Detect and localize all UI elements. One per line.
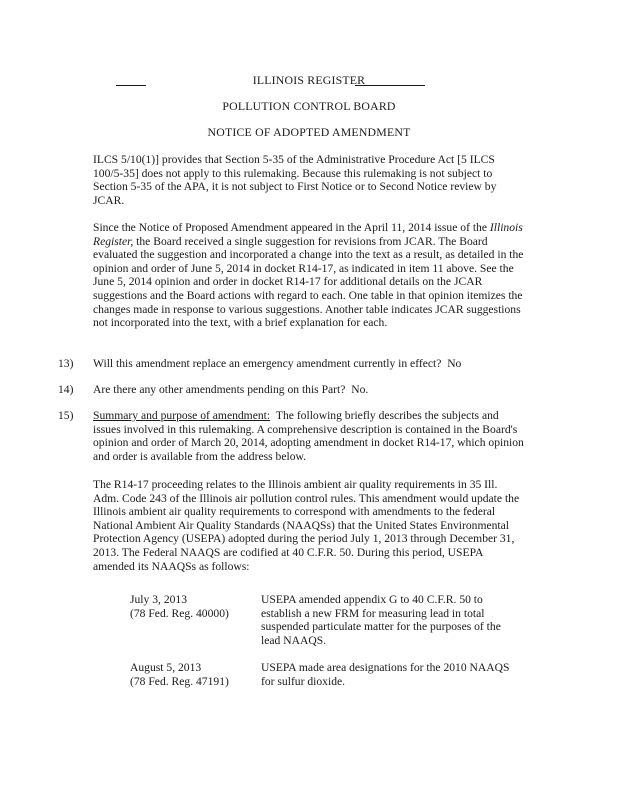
item-number: 15) (58, 409, 74, 422)
amendment-citation: (78 Fed. Reg. 40000) (130, 606, 229, 620)
jcar-paragraph: Since the Notice of Proposed Amendment appeared in the April 11, 2014 issue of the Illinois Register, the Board received a single suggestion for revisions from JCAR. The Board evaluated the suggestion and incorporated a change into the text as a result, as detailed in the opinion and order of June 5, 2014 in docket R14-17, as indicated in item 11 above. See the June 5, 2014 opinion and order in docket R14-17 for additional details on the JCAR suggestions and the Board actions with regard to each. One table in that opinion itemizes the changes made in response to various suggestions. Another table indicates JCAR suggestions not incorporated into the text, with a brief explanation for each. (93, 221, 524, 330)
r14-17-paragraph: The R14-17 proceeding relates to the Illinois ambient air quality requirements in 35 Ill. Adm. Code 243 of the Illinois air pollution control rules. This amendment would update the Illinois ambient air quality requirements to correspond with amendments to the federal National Ambient Air Quality Standards (NAAQSs) that the United States Environmental Protection Agency (USEPA) adopted during the period July 1, 2013 through December 31, 2013. The Federal NAAQS are codified at 40 C.F.R. 50. During this period, USEPA amended its NAAQSs as follows: (93, 478, 520, 573)
amendment-date-cell (130, 661, 250, 688)
amendment-citation: (78 Fed. Reg. 47191) (130, 674, 229, 688)
notice-title: NOTICE OF ADOPTED AMENDMENT (207, 125, 411, 139)
item-question: Are there any other amendments pending on this Part? No. (93, 383, 369, 396)
item-number: 13) (58, 357, 74, 370)
amendment-date-cell (130, 593, 250, 620)
item-number: 14) (58, 383, 74, 396)
board-title: POLLUTION CONTROL BOARD (222, 99, 396, 113)
register-title: ILLINOIS REGISTER (252, 73, 366, 87)
item-answer: No. (351, 383, 369, 396)
item-summary: Summary and purpose of amendment: The following briefly describes the subjects and issues involved in this rulemaking. A comprehensive description is contained in the Board's opinion and order of March 20, 2014, adopting amendment in docket R14-17, which opinion and order is available from the address below. (93, 409, 524, 463)
amendment-description: USEPA made area designations for the 2010 NAAQS for sulfur dioxide. (261, 661, 510, 688)
item-label: Summary and purpose of amendment: (93, 409, 271, 422)
item-answer: No (447, 357, 462, 370)
amendment-date: July 3, 2013 (130, 593, 188, 606)
item-question: Will this amendment replace an emergency amendment currently in effect? No (93, 357, 462, 370)
amendment-description: USEPA amended appendix G to 40 C.F.R. 50 to establish a new FRM for measuring lead in total suspended particulate matter for the purposes of the lead NAAQS. (261, 593, 501, 647)
intro-paragraph: ILCS 5/10(1)] provides that Section 5-35 of the Administrative Procedure Act [5 ILCS 100/5-35] does not apply to this rulemaking. Because this rulemaking is not subject to Section 5-35 of the APA, it is not subject to First Notice or to Second Notice review by JCAR. (93, 153, 497, 207)
amendment-date: August 5, 2013 (130, 661, 202, 674)
